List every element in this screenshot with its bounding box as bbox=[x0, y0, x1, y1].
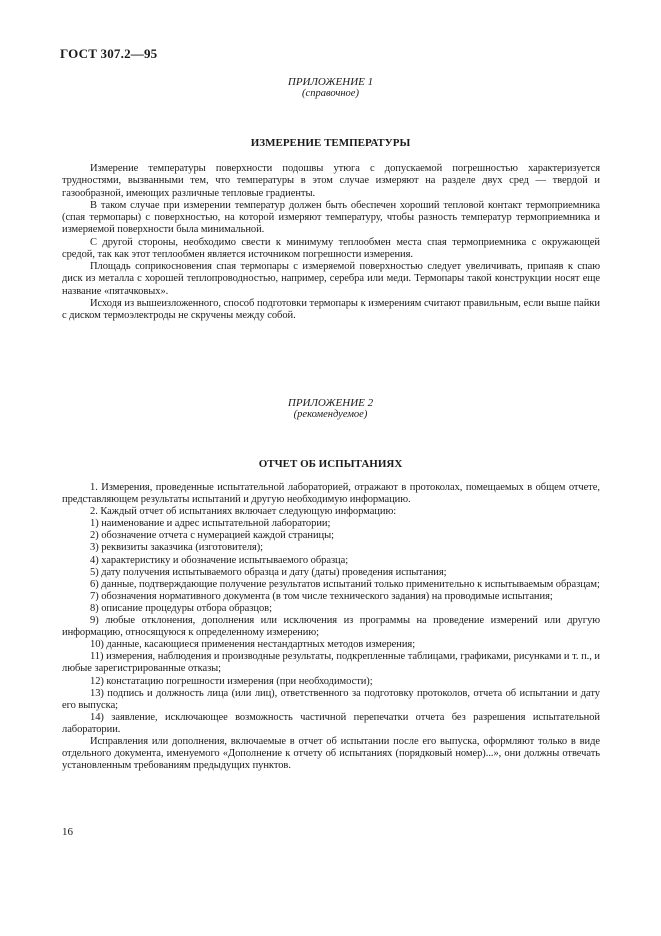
appendix-2-label: ПРИЛОЖЕНИЕ 2 bbox=[287, 397, 374, 409]
list-item: 8) описание процедуры отбора образцов; bbox=[90, 602, 272, 614]
paragraph: Исходя из вышеизложенного, способ подготовки термопары к измерениям считают правильным, если выше пайки с диском термоэлектроды не скручены между собой. bbox=[62, 297, 600, 321]
appendix-1-body bbox=[62, 163, 600, 322]
appendix-2-body bbox=[62, 482, 600, 772]
list-item: 2) обозначение отчета с нумерацией каждой страницы; bbox=[90, 530, 334, 542]
list-item: 2. Каждый отчет об испытаниях включает следующую информацию: bbox=[90, 506, 397, 518]
paragraph: Исправления или дополнения, включаемые в отчет об испытании после его выпуска, оформляют только в виде отдельного документа, именуемого «Дополнение к отчету об испытаниях (порядковый номер)...», они должны отвечать установленным требованиям предыдущих пунктов. bbox=[62, 735, 600, 772]
appendix-1-title: ИЗМЕРЕНИЕ ТЕМПЕРАТУРЫ bbox=[250, 137, 411, 149]
list-item: 10) данные, касающиеся применения нестандартных методов измерения; bbox=[90, 639, 416, 651]
appendix-2-status: (рекомендуемое) bbox=[293, 409, 368, 420]
appendix-1-heading bbox=[0, 76, 661, 100]
list-item: 14) заявление, исключающее возможность частичной перепечатки отчета без разрешения испытательной лаборатории. bbox=[62, 711, 600, 735]
appendix-2-title: ОТЧЕТ ОБ ИСПЫТАНИЯХ bbox=[258, 458, 403, 470]
document-id: ГОСТ 307.2—95 bbox=[60, 46, 158, 61]
page-number: 16 bbox=[62, 826, 73, 838]
paragraph: Площадь соприкосновения спая термопары с измеряемой поверхностью следует увеличивать, припаяв к спаю диск из металла с хорошей теплопроводностью, например, серебра или меди. Термопары такой конструкции носят еще название «пятачковых». bbox=[62, 261, 600, 297]
list-item: 1) наименование и адрес испытательной лаборатории; bbox=[90, 518, 331, 530]
list-item: 11) измерения, наблюдения и производные результаты, подкрепленные таблицами, графиками, рисунками и т. п., и любые зарегистрированные отказы; bbox=[62, 651, 600, 675]
list-item: 12) констатацию погрешности измерения (при необходимости); bbox=[90, 675, 373, 687]
list-item: 4) характеристику и обозначение испытываемого образца; bbox=[90, 554, 349, 566]
paragraph: С другой стороны, необходимо свести к минимуму теплообмен места спая термоприемника с окружающей средой, так как этот теплообмен является источником погрешности измерения. bbox=[62, 236, 600, 260]
list-item: 9) любые отклонения, дополнения или исключения из программы на проведение измерений или другую информацию, относящуюся к определенному измерению; bbox=[62, 615, 600, 639]
list-item: 13) подпись и должность лица (или лиц), ответственного за подготовку протоколов, отчета об испытании и дату его выпуска; bbox=[62, 687, 600, 711]
list-item: 7) обозначения нормативного документа (в том числе технического задания) на проводимые испытания; bbox=[90, 590, 553, 602]
paragraph: В таком случае при измерении температур должен быть обеспечен хороший тепловой контакт термоприемника (спая термопары) с поверхностью, на которой измеряют температуру, чтобы разность температур термоприемника и измеряемой поверхности была минимальной. bbox=[62, 199, 600, 236]
appendix-1-label: ПРИЛОЖЕНИЕ 1 bbox=[287, 76, 374, 88]
list-item: 1. Измерения, проведенные испытательной лабораторией, отражают в протоколах, помещаемых в общем отчете, представляющем результаты испытаний и другую необходимую информацию. bbox=[62, 482, 600, 506]
list-item: 3) реквизиты заказчика (изготовителя); bbox=[90, 542, 264, 554]
list-item: 6) данные, подтверждающие получение результатов испытаний только применительно к испытываемым образцам; bbox=[90, 578, 600, 590]
appendix-1-status: (справочное) bbox=[302, 88, 359, 99]
list-item: 5) дату получения испытываемого образца и дату (даты) проведения испытания; bbox=[90, 566, 447, 578]
appendix-2-heading bbox=[0, 397, 661, 421]
paragraph: Измерение температуры поверхности подошвы утюга с допускаемой погрешностью характеризуется трудностями, вызванными тем, что температуры в этом случае измеряют на разделе двух сред — твердой и газообразной, имеющих различные тепловые градиенты. bbox=[62, 163, 600, 199]
